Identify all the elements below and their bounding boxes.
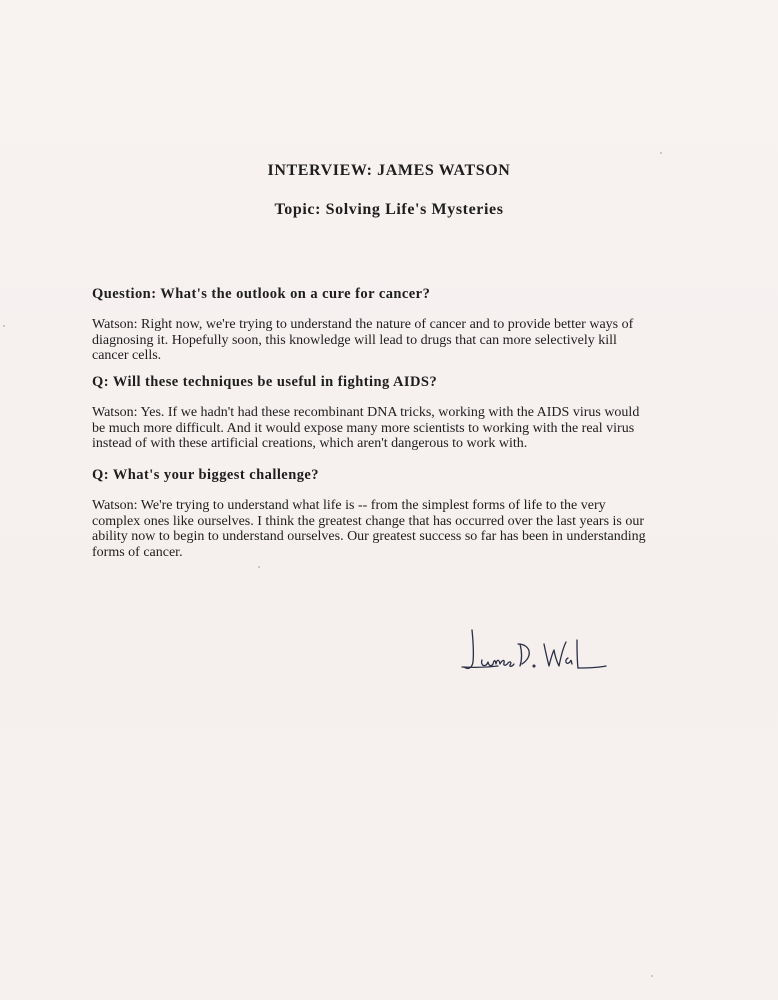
document-topic: Topic: Solving Life's Mysteries: [274, 201, 504, 218]
paper-speck: [258, 566, 260, 568]
answer-1: [92, 317, 712, 364]
paper-speck: [651, 975, 653, 977]
answer-3: [92, 498, 712, 560]
qa-item-2: [92, 374, 712, 452]
answer-1-line-3: cancer cells.: [92, 348, 162, 363]
answer-3-line-2: complex ones like ourselves. I think the greatest change that has occurred over the last years is our: [92, 513, 645, 529]
answer-2-line-2: be much more difficult. And it would expose many more scientists to working with the real virus: [92, 420, 635, 436]
question-2: Q: Will these techniques be useful in fighting AIDS?: [92, 374, 438, 390]
answer-1-line-1: Watson: Right now, we're trying to understand the nature of cancer and to provide better ways of: [92, 317, 634, 332]
answer-3-line-1: Watson: We're trying to understand what life is -- from the simplest forms of life to the very: [92, 498, 606, 513]
answer-2: [92, 405, 712, 452]
signature: [460, 626, 610, 680]
paper-speck: [660, 152, 662, 154]
answer-1-line-2: diagnosing it. Hopefully soon, this knowledge will lead to drugs that can more selectively kill: [92, 332, 617, 348]
answer-2-line-3: instead of with these artificial creations, which aren't dangerous to work with.: [92, 436, 528, 451]
answer-3-line-4: forms of cancer.: [92, 544, 183, 560]
question-1: Question: What's the outlook on a cure for cancer?: [92, 286, 431, 302]
question-3: Q: What's your biggest challenge?: [92, 467, 319, 483]
qa-item-3: [92, 467, 712, 560]
paper-speck: [3, 325, 5, 327]
document-title: INTERVIEW: JAMES WATSON: [267, 162, 511, 179]
answer-3-line-3: ability now to begin to understand ourselves. Our greatest success so far has been in understanding: [92, 529, 646, 544]
qa-item-1: [92, 286, 712, 364]
answer-2-line-1: Watson: Yes. If we hadn't had these recombinant DNA tricks, working with the AIDS virus would: [92, 405, 640, 420]
